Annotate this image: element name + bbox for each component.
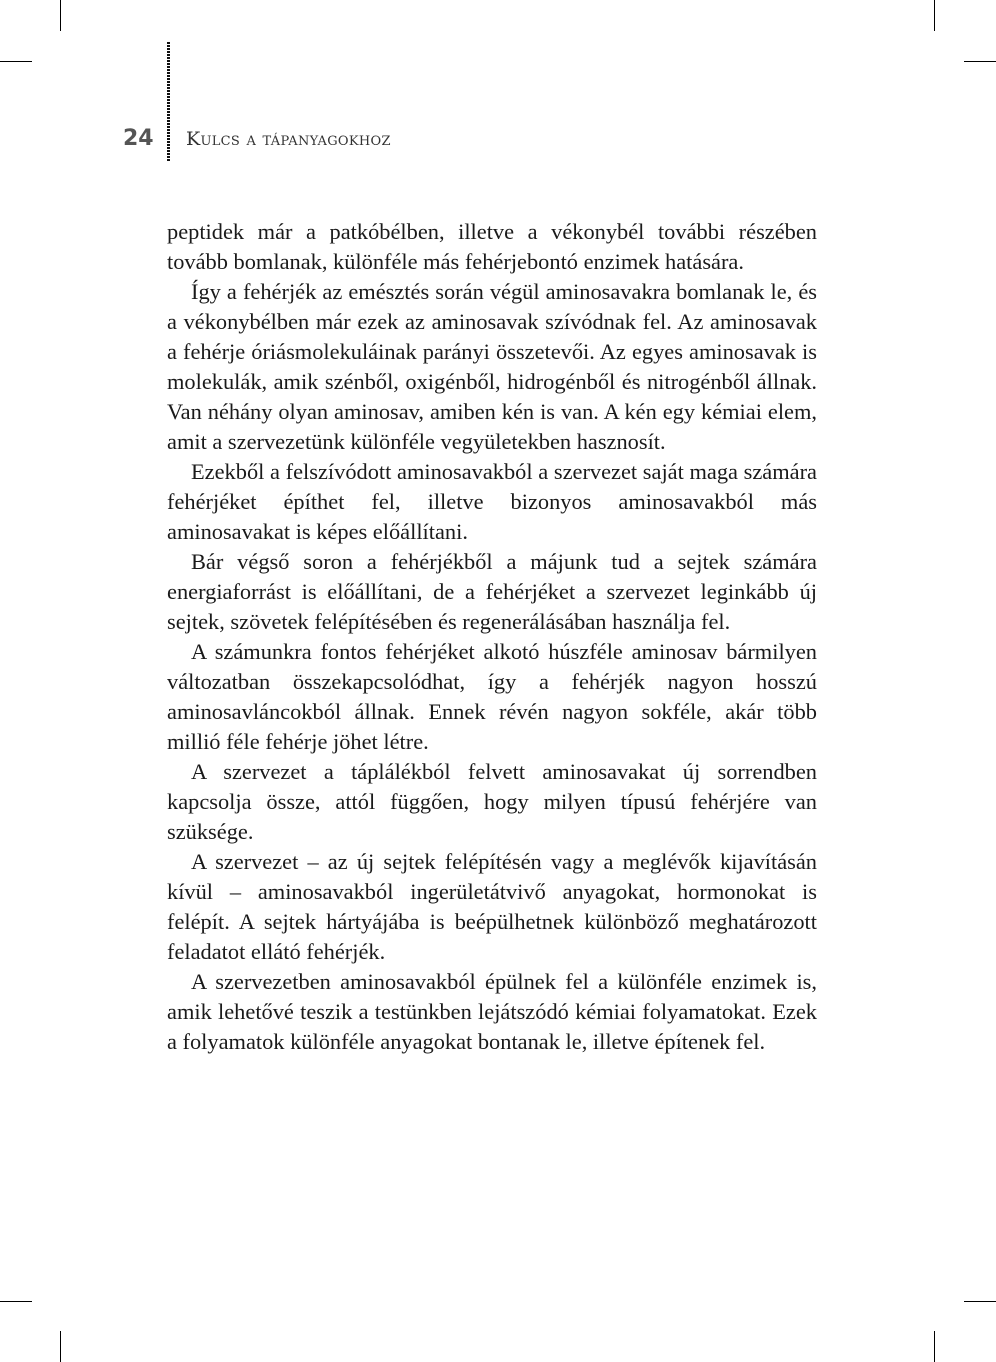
crop-mark-bottom-left-vertical	[60, 1331, 61, 1362]
paragraph: A szervezet a táplálékból felvett aminosavakat új sorrendben kapcsolja össze, attól függően, hogy milyen típusú fehérjére van szüksége.	[167, 759, 817, 844]
crop-mark-bottom-right-horizontal	[964, 1301, 996, 1302]
paragraph: peptidek már a patkóbélben, illetve a vékonybél további részében tovább bomlanak, különféle más fehérjebontó enzimek hatására.	[167, 219, 817, 274]
crop-mark-top-left-vertical	[60, 0, 61, 31]
running-title: Kulcs a tápanyagokhoz	[186, 128, 391, 150]
paragraph: A szervezet – az új sejtek felépítésén vagy a meglévők kijavításán kívül – aminosavakból ingerületátvivő anyagokat, hormonokat is felépít. A sejtek hártyájába is beépülhetnek különböző meghatározott feladatot ellátó fehérjék.	[167, 849, 817, 964]
paragraph: Így a fehérjék az emésztés során végül aminosavakra bomlanak le, és a vékonybélben már ezek az aminosavak szívódnak fel. Az aminosavak a fehérje óriásmolekuláinak parányi összetevői. Az egyes aminosavak is molekulák, amik szénből, oxigénből, hidrogénből és nitrogénből állnak. Van néhány olyan aminosav, amiben kén is van. A kén egy kémiai elem, amit a szervezetünk különféle vegyületekben hasznosít.	[167, 279, 817, 454]
crop-mark-top-right-vertical	[934, 0, 935, 31]
crop-mark-top-left-horizontal	[0, 61, 32, 62]
paragraph: Ezekből a felszívódott aminosavakból a szervezet saját maga számára fehérjéket építhet fel, illetve bizonyos aminosavakból más aminosavakat is képes előállítani.	[167, 459, 817, 544]
paragraph: Bár végső soron a fehérjékből a májunk tud a sejtek számára energiaforrást is előállítani, de a fehérjéket a szervezet leginkább új sejtek, szövetek felépítésében és regenerálásában használja fel.	[167, 549, 817, 634]
header-dotted-rule	[167, 42, 170, 162]
crop-mark-top-right-horizontal	[964, 61, 996, 62]
crop-mark-bottom-right-vertical	[934, 1331, 935, 1362]
paragraph: A szervezetben aminosavakból épülnek fel a különféle enzimek is, amik lehetővé teszik a testünkben lejátszódó kémiai folyamatokat. Ezek a folyamatok különféle anyagokat bontanak le, illetve építenek fel.	[167, 969, 817, 1054]
body-text	[167, 217, 817, 1057]
crop-mark-bottom-left-horizontal	[0, 1301, 32, 1302]
page-number: 24	[123, 126, 154, 151]
paragraph: A számunkra fontos fehérjéket alkotó húszféle aminosav bármilyen változatban összekapcsolódhat, így a fehérjék nagyon hosszú aminosavláncokból állnak. Ennek révén nagyon sokféle, akár több millió féle fehérje jöhet létre.	[167, 639, 817, 754]
